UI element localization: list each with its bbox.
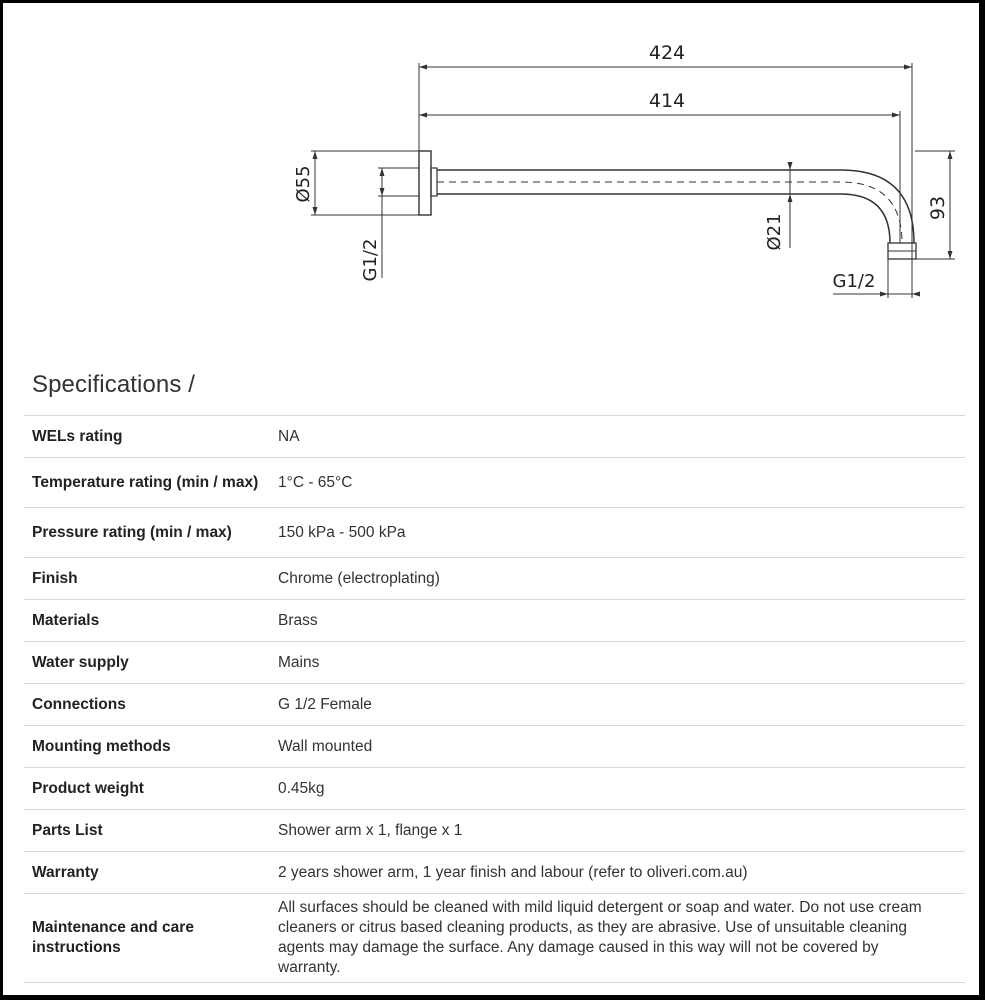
spec-label: Finish (32, 569, 78, 587)
spec-row-mounting-methods (24, 725, 965, 767)
spec-value: 1°C - 65°C (278, 473, 353, 491)
spec-value: G 1/2 Female (278, 695, 372, 713)
dim-length-label: 414 (648, 90, 686, 112)
spec-row-connections (24, 683, 965, 725)
spec-label: Mounting methods (32, 737, 171, 755)
spec-label: Parts List (32, 821, 103, 839)
spec-row-parts-list (24, 809, 965, 851)
spec-value: Brass (278, 611, 318, 629)
spec-value: Chrome (electroplating) (278, 569, 440, 587)
dim-flange-diameter-label: Ø55 (293, 165, 314, 203)
dim-thread-outlet-label: G1/2 (832, 271, 876, 292)
spec-row-pressure-rating (24, 507, 965, 557)
spec-value: Shower arm x 1, flange x 1 (278, 821, 463, 839)
page (3, 3, 979, 995)
spec-value: Wall mounted (278, 737, 373, 755)
spec-label: Water supply (32, 653, 129, 671)
dim-thread-inlet-label: G1/2 (360, 238, 381, 282)
specifications-table (24, 415, 965, 983)
specifications-title: Specifications / (32, 371, 196, 398)
spec-row-finish (24, 557, 965, 599)
spec-row-wels-rating (24, 415, 965, 457)
spec-label: Pressure rating (min / max) (32, 523, 232, 541)
spec-row-warranty (24, 851, 965, 893)
spec-row-temperature-rating (24, 457, 965, 507)
spec-label: WELs rating (32, 427, 123, 445)
dim-pipe-diameter-label: Ø21 (764, 213, 785, 251)
spec-label: Product weight (32, 779, 144, 797)
dim-drop-height-label: 93 (927, 195, 949, 221)
spec-value: All surfaces should be cleaned with mild liquid detergent or soap and water. Do not use cream cleaners or citrus based cleaning products, as they are abrasive. Use of unsuitable cleaning agents may damage the surface. Any damage caused in this way will not be covered by warranty. (278, 899, 922, 976)
spec-row-product-weight (24, 767, 965, 809)
technical-drawing (3, 3, 979, 343)
spec-value: NA (278, 427, 300, 445)
spec-value: Mains (278, 653, 320, 671)
spec-label: Warranty (32, 863, 99, 881)
dim-overall-label: 424 (648, 42, 686, 64)
spec-row-water-supply (24, 641, 965, 683)
spec-row-maintenance (24, 893, 965, 983)
spec-label: Connections (32, 695, 126, 713)
spec-value: 2 years shower arm, 1 year finish and labour (refer to oliveri.com.au) (278, 863, 748, 881)
spec-label: Materials (32, 611, 100, 629)
spec-value: 0.45kg (278, 779, 325, 797)
spec-label: Maintenance and care instructions (32, 919, 194, 956)
spec-row-materials (24, 599, 965, 641)
spec-label: Temperature rating (min / max) (32, 473, 259, 491)
spec-value: 150 kPa - 500 kPa (278, 523, 406, 541)
